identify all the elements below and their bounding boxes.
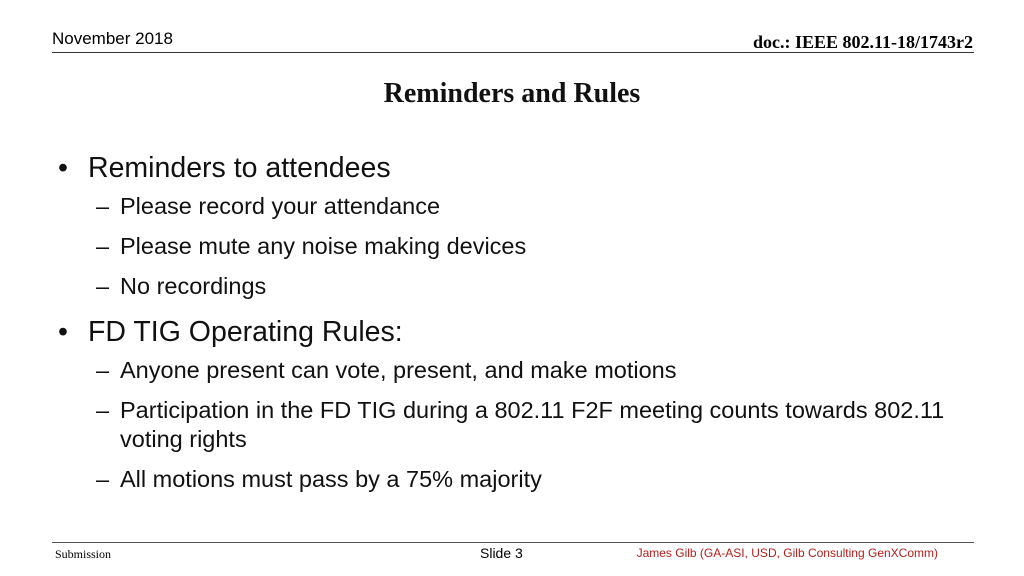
slide-content	[58, 148, 978, 505]
sub-bullet-item	[58, 272, 978, 301]
slide-title: Reminders and Rules	[383, 78, 641, 109]
bullet-text: FD TIG Operating Rules:	[88, 316, 403, 348]
sub-bullet-dash: –	[96, 193, 110, 219]
sub-bullet-text: Please mute any noise making devices	[120, 233, 527, 259]
sub-bullet-text: Participation in the FD TIG during a 802.11 F2F meeting counts towards 802.11 voting rights	[120, 397, 945, 452]
footer-author: James Gilb (GA-ASI, USD, Gilb Consulting GenXComm)	[636, 546, 938, 560]
header-date: November 2018	[52, 29, 173, 48]
sub-bullet-text: Please record your attendance	[120, 193, 441, 219]
sub-bullet-item	[58, 232, 978, 261]
sub-bullet-dash: –	[96, 397, 110, 423]
sub-bullet-dash: –	[96, 233, 110, 259]
sub-bullet-dash: –	[96, 466, 110, 492]
header-doc-id: doc.: IEEE 802.11-18/1743r2	[752, 32, 973, 52]
sub-bullet-item	[58, 356, 978, 385]
footer-submission: Submission	[55, 547, 112, 561]
slide-number: Slide 3	[480, 545, 523, 561]
header-divider	[52, 52, 974, 53]
bullet-item	[58, 148, 978, 188]
bullet-dot: •	[58, 316, 68, 348]
bullet-text: Reminders to attendees	[88, 152, 391, 184]
sub-bullet-dash: –	[96, 357, 110, 383]
footer-divider	[52, 542, 974, 543]
sub-bullet-item	[58, 396, 978, 454]
bullet-dot: •	[58, 152, 68, 184]
sub-bullet-dash: –	[96, 273, 110, 299]
sub-bullet-item	[58, 192, 978, 221]
sub-bullet-text: No recordings	[120, 273, 267, 299]
bullet-item	[58, 312, 978, 352]
sub-bullet-text: All motions must pass by a 75% majority	[120, 466, 542, 492]
sub-bullet-text: Anyone present can vote, present, and make motions	[120, 357, 677, 383]
sub-bullet-item	[58, 465, 978, 494]
